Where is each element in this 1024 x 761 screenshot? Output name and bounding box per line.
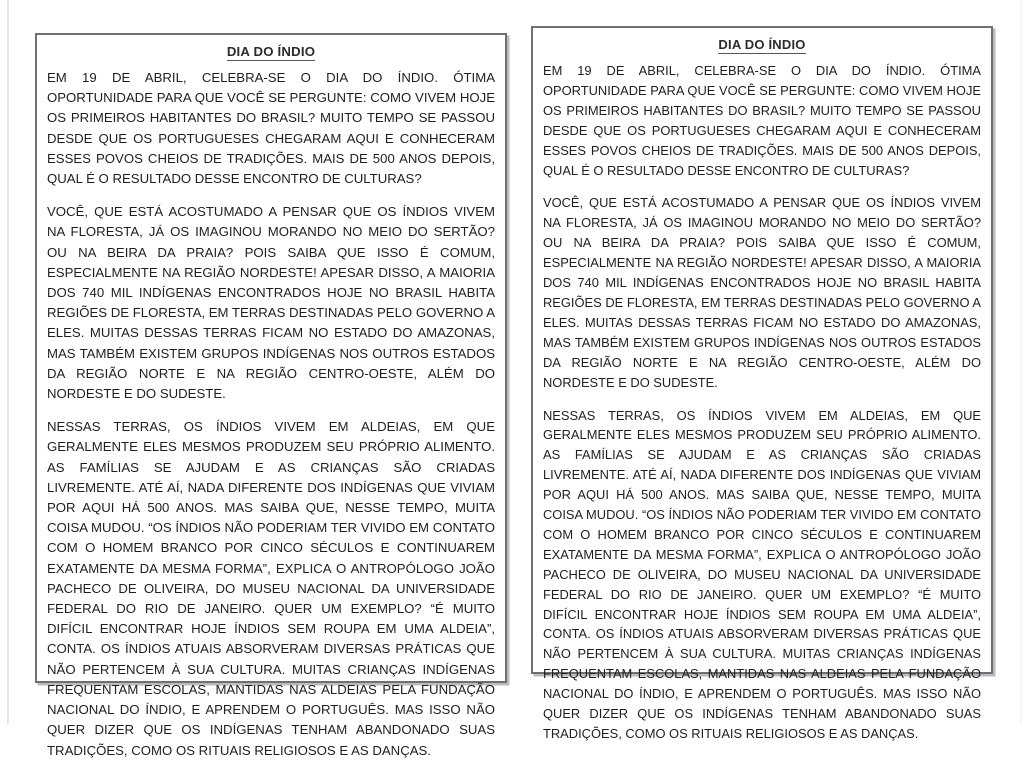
scan-edge-artifact-left [7,0,9,724]
paragraph-1-right: EM 19 DE ABRIL, CELEBRA-SE O DIA DO ÍNDIO. ÓTIMA OPORTUNIDADE PARA QUE VOCÊ SE PERGUNTE: COMO VIVEM HOJE OS PRIMEIROS HABITANTES DO BRASIL? MUITO TEMPO SE PASSOU DESDE QUE OS PORTUGUESES CHEGARAM AQUI E CONHECERAM ESSES POVOS CHEIOS DE TRADIÇÕES. MAIS DE 500 ANOS DEPOIS, QUAL É O RESULTADO DESSE ENCONTRO DE CULTURAS? [543,63,981,178]
page-title-right-text: DIA DO ÍNDIO [718,37,806,52]
page-title-left-text: DIA DO ÍNDIO [226,44,316,59]
body-text-left [47,68,495,761]
scan-edge-artifact-right [1020,0,1022,724]
paragraph-3-left: NESSAS TERRAS, OS ÍNDIOS VIVEM EM ALDEIAS, EM QUE GERALMENTE ELES MESMOS PRODUZEM SEU PRÓPRIO ALIMENTO. AS FAMÍLIAS SE AJUDAM E AS CRIANÇAS SÃO CRIADAS LIVREMENTE. ATÉ AÍ, NADA DIFERENTE DOS INDÍGENAS QUE VIVIAM POR AQUI HÁ 500 ANOS. MAS SAIBA QUE, NESSE TEMPO, MUITA COISA MUDOU. “OS ÍNDIOS NÃO PODERIAM TER VIVIDO EM CONTATO COM O HOMEM BRANCO POR CINCO SÉCULOS E CONTINUAREM EXATAMENTE DA MESMA FORMA”, EXPLICA O ANTROPÓLOGO JOÃO PACHECO DE OLIVEIRA, DO MUSEU NACIONAL DA UNIVERSIDADE FEDERAL DO RIO DE JANEIRO. QUER UM EXEMPLO? “É MUITO DIFÍCIL ENCONTRAR HOJE ÍNDIOS SEM ROUPA EM UMA ALDEIA”, CONTA. OS ÍNDIOS ATUAIS ABSORVERAM DIVERSAS PRÁTICAS QUE NÃO PERTENCEM À SUA CULTURA. MUITAS CRIANÇAS INDÍGENAS FREQUENTAM ESCOLAS, MANTIDAS NAS ALDEIAS PELA FUNDAÇÃO NACIONAL DO ÍNDIO, E APRENDEM O PORTUGUÊS. MAS ISSO NÃO QUER DIZER QUE OS INDÍGENAS TENHAM ABANDONADO SUAS TRADIÇÕES, COMO OS RITUAIS RELIGIOSOS E AS DANÇAS. [47,419,495,758]
paragraph-2-right: VOCÊ, QUE ESTÁ ACOSTUMADO A PENSAR QUE OS ÍNDIOS VIVEM NA FLORESTA, JÁ OS IMAGINOU MORANDO NO MEIO DO SERTÃO? OU NA BEIRA DA PRAIA? POIS SAIBA QUE ISSO É COMUM, ESPECIALMENTE NA REGIÃO NORDESTE! APESAR DISSO, A MAIORIA DOS 740 MIL INDÍGENAS ENCONTRADOS HOJE NO BRASIL HABITA REGIÕES DE FLORESTA, EM TERRAS DESTINADAS PELO GOVERNO A ELES. MUITAS DESSAS TERRAS FICAM NO ESTADO DO AMAZONAS, MAS TAMBÉM EXISTEM GRUPOS INDÍGENAS NOS OUTROS ESTADOS DA REGIÃO NORTE E NA REGIÃO CENTRO-OESTE, ALÉM DO NORDESTE E DO SUDESTE. [543,195,981,390]
paragraph-1-left: EM 19 DE ABRIL, CELEBRA-SE O DIA DO ÍNDIO. ÓTIMA OPORTUNIDADE PARA QUE VOCÊ SE PERGUNTE: COMO VIVEM HOJE OS PRIMEIROS HABITANTES DO BRASIL? MUITO TEMPO SE PASSOU DESDE QUE OS PORTUGUESES CHEGARAM AQUI E CONHECERAM ESSES POVOS CHEIOS DE TRADIÇÕES. MAIS DE 500 ANOS DEPOIS, QUAL É O RESULTADO DESSE ENCONTRO DE CULTURAS? [47,70,495,187]
body-text-right [543,61,981,744]
page-title-left [47,44,495,59]
text-box-left [35,33,507,758]
text-box-right [531,26,993,741]
paragraph-2-left: VOCÊ, QUE ESTÁ ACOSTUMADO A PENSAR QUE OS ÍNDIOS VIVEM NA FLORESTA, JÁ OS IMAGINOU MORANDO NO MEIO DO SERTÃO? OU NA BEIRA DA PRAIA? POIS SAIBA QUE ISSO É COMUM, ESPECIALMENTE NA REGIÃO NORDESTE! APESAR DISSO, A MAIORIA DOS 740 MIL INDÍGENAS ENCONTRADOS HOJE NO BRASIL HABITA REGIÕES DE FLORESTA, EM TERRAS DESTINADAS PELO GOVERNO A ELES. MUITAS DESSAS TERRAS FICAM NO ESTADO DO AMAZONAS, MAS TAMBÉM EXISTEM GRUPOS INDÍGENAS NOS OUTROS ESTADOS DA REGIÃO NORTE E NA REGIÃO CENTRO-OESTE, ALÉM DO NORDESTE E DO SUDESTE. [47,204,495,402]
page-title-right [543,37,981,52]
paragraph-3-right: NESSAS TERRAS, OS ÍNDIOS VIVEM EM ALDEIAS, EM QUE GERALMENTE ELES MESMOS PRODUZEM SEU PRÓPRIO ALIMENTO. AS FAMÍLIAS SE AJUDAM E AS CRIANÇAS SÃO CRIADAS LIVREMENTE. ATÉ AÍ, NADA DIFERENTE DOS INDÍGENAS QUE VIVIAM POR AQUI HÁ 500 ANOS. MAS SAIBA QUE, NESSE TEMPO, MUITA COISA MUDOU. “OS ÍNDIOS NÃO PODERIAM TER VIVIDO EM CONTATO COM O HOMEM BRANCO POR CINCO SÉCULOS E CONTINUAREM EXATAMENTE DA MESMA FORMA”, EXPLICA O ANTROPÓLOGO JOÃO PACHECO DE OLIVEIRA, DO MUSEU NACIONAL DA UNIVERSIDADE FEDERAL DO RIO DE JANEIRO. QUER UM EXEMPLO? “É MUITO DIFÍCIL ENCONTRAR HOJE ÍNDIOS SEM ROUPA EM UMA ALDEIA”, CONTA. OS ÍNDIOS ATUAIS ABSORVERAM DIVERSAS PRÁTICAS QUE NÃO PERTENCEM À SUA CULTURA. MUITAS CRIANÇAS INDÍGENAS FREQUENTAM ESCOLAS, MANTIDAS NAS ALDEIAS PELA FUNDAÇÃO NACIONAL DO ÍNDIO, E APRENDEM O PORTUGUÊS. MAS ISSO NÃO QUER DIZER QUE OS INDÍGENAS TENHAM ABANDONADO SUAS TRADIÇÕES, COMO OS RITUAIS RELIGIOSOS E AS DANÇAS. [543,407,981,741]
